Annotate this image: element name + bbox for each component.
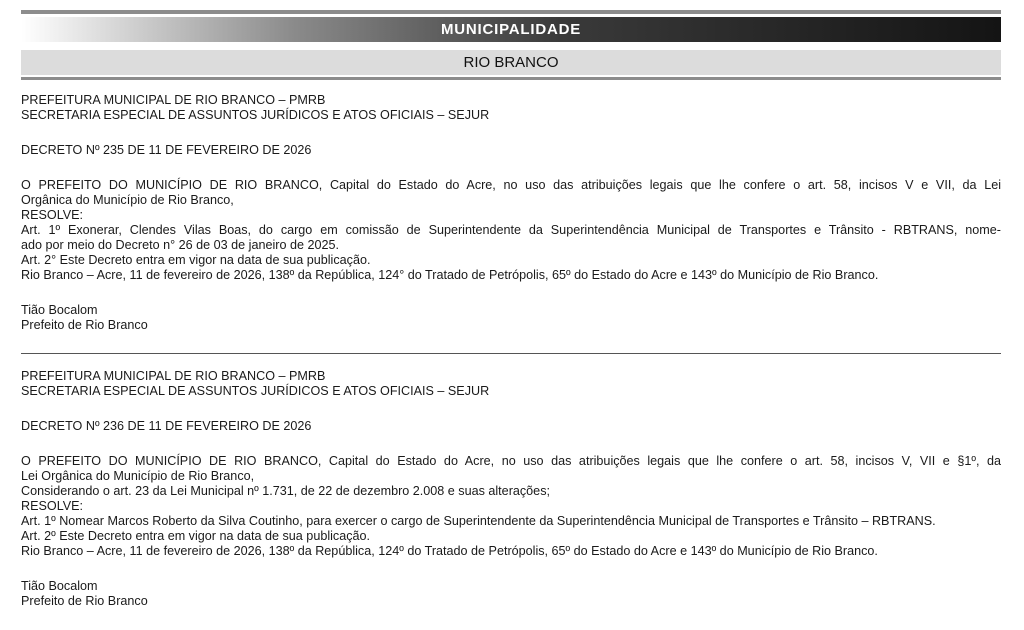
header-bottom-rule [21,77,1001,80]
decree-title: DECRETO Nº 235 DE 11 DE FEVEREIRO DE 2026 [21,143,312,157]
section-title: MUNICIPALIDADE [440,21,582,38]
decree-art2: Art. 2° Este Decreto entra em vigor na data de sua publicação. [21,253,371,267]
decree-art1-line2: ado por meio do Decreto n° 26 de 03 de janeiro de 2025. [21,238,340,252]
section-banner [21,17,1001,42]
decree-resolve: RESOLVE: [21,499,84,513]
decree-signer: Tião Bocalom [21,579,98,593]
decree-dept: SECRETARIA ESPECIAL DE ASSUNTOS JURÍDICOS E ATOS OFICIAIS – SEJUR [21,384,490,398]
decree-dept: SECRETARIA ESPECIAL DE ASSUNTOS JURÍDICOS E ATOS OFICIAIS – SEJUR [21,108,490,122]
decree-signer: Tião Bocalom [21,303,98,317]
decree-preamble-line1: O PREFEITO DO MUNICÍPIO DE RIO BRANCO, Capital do Estado do Acre, no uso das atribuições legais que lhe confere o art. 58, incisos V e VII, da Lei [21,178,1001,192]
decree-resolve: RESOLVE: [21,208,84,222]
decree-place-date: Rio Branco – Acre, 11 de fevereiro de 2026, 138º da República, 124º do Tratado de Petrópolis, 65º do Estado do Acre e 143º do Município de Rio Branco. [21,544,878,558]
header-top-rule [21,10,1001,14]
decree-preamble-line2: Lei Orgânica do Município de Rio Branco, [21,469,255,483]
decree-signer-title: Prefeito de Rio Branco [21,594,148,608]
decree-236 [21,369,1001,609]
decree-signer-title: Prefeito de Rio Branco [21,318,148,332]
decree-org: PREFEITURA MUNICIPAL DE RIO BRANCO – PMRB [21,369,326,383]
decree-preamble-line1: O PREFEITO DO MUNICÍPIO DE RIO BRANCO, Capital do Estado do Acre, no uso das atribuições legais que lhe confere o art. 58, incisos V, VII e §1º, da [21,454,1001,468]
decree-preamble-line2: Orgânica do Município de Rio Branco, [21,193,234,207]
decree-art1: Art. 1º Nomear Marcos Roberto da Silva Coutinho, para exercer o cargo de Superintendente da Superintendência Municipal de Transportes e Trânsito – RBTRANS. [21,514,936,528]
decree-org: PREFEITURA MUNICIPAL DE RIO BRANCO – PMRB [21,93,326,107]
decree-235 [21,93,1001,333]
decree-place-date: Rio Branco – Acre, 11 de fevereiro de 2026, 138º da República, 124° do Tratado de Petrópolis, 65º do Estado do Acre e 143º do Município de Rio Branco. [21,268,879,282]
decree-title: DECRETO Nº 236 DE 11 DE FEVEREIRO DE 2026 [21,419,312,433]
city-title: RIO BRANCO [463,54,559,71]
decree-divider [21,353,1001,354]
city-banner [21,50,1001,75]
decree-art1-line1: Art. 1º Exonerar, Clendes Vilas Boas, do cargo em comissão de Superintendente da Superintendência Municipal de Transportes e Trânsito - RBTRANS, nome- [21,223,1001,237]
decree-art2: Art. 2º Este Decreto entra em vigor na data de sua publicação. [21,529,371,543]
decree-considering: Considerando o art. 23 da Lei Municipal nº 1.731, de 22 de dezembro 2.008 e suas alterações; [21,484,550,498]
